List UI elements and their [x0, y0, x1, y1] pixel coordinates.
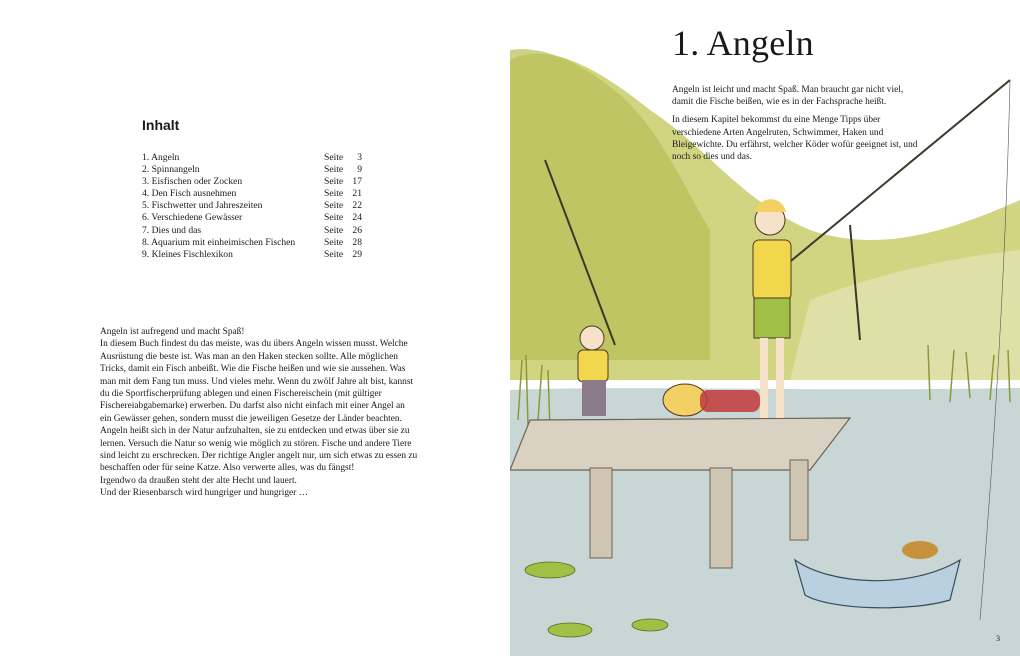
toc-entry-page: 26: [352, 224, 362, 236]
toc-entry-label: 1. Angeln: [142, 152, 180, 163]
toc-entry-seite: Seite: [324, 248, 344, 260]
toc-entry-page: 17: [352, 176, 362, 188]
toc-entry[interactable]: [142, 237, 362, 249]
toc-entry[interactable]: [142, 212, 362, 224]
intro-paragraph: In diesem Buch findest du das meiste, was du übers Angeln wissen musst. Welche Ausrüstung die beste ist. Was man an den Haken stecken sollte. Alle möglichen Tricks, damit ein Fisch anbeißt. Wie die Fische heißen und wie sie aussehen. Was man mit dem Fang tun muss. Und vieles mehr. Wenn du zwölf Jahre alt bist, kannst du die Sportfischerprüfung ablegen und einen Fischereischein (mit gültiger Fischereiabgabemarke) erwerben. Du darfst also nicht einfach mit einer Angel an ein Gewässer gehen, sondern musst die jeweiligen Gesetze der Länder beachten.: [100, 339, 414, 424]
toc-entry-page: 9: [357, 164, 362, 176]
intro-line: Irgendwo da draußen steht der alte Hecht und lauert.: [100, 475, 297, 486]
intro-line: Angeln ist aufregend und macht Spaß!: [100, 327, 245, 337]
chapter-intro: [672, 84, 924, 169]
table-of-contents: [142, 152, 362, 261]
toc-entry-seite: Seite: [324, 212, 344, 224]
toc-entry-label: 7. Dies und das: [142, 224, 202, 236]
toc-entry-label: 6. Verschiedene Gewässer: [142, 212, 243, 224]
toc-entry-page: 3: [357, 152, 362, 163]
toc-entry-page: 21: [352, 188, 362, 200]
toc-entry[interactable]: [142, 176, 362, 188]
right-page: [510, 0, 1020, 656]
toc-entry-page: 22: [352, 200, 362, 212]
toc-entry[interactable]: [142, 200, 362, 212]
toc-entry[interactable]: [142, 249, 362, 261]
toc-entry-seite: Seite: [324, 164, 344, 176]
toc-entry-seite: Seite: [324, 224, 344, 236]
chapter-title: 1. Angeln: [672, 23, 814, 63]
intro-text: [100, 326, 418, 500]
toc-entry-label: 2. Spinnangeln: [142, 164, 200, 176]
intro-line: Und der Riesenbarsch wird hungriger und hungriger …: [100, 488, 309, 499]
toc-entry-seite: Seite: [324, 152, 344, 163]
toc-entry-seite: Seite: [324, 200, 344, 212]
toc-entry-page: 24: [352, 212, 362, 224]
toc-entry-seite: Seite: [324, 188, 344, 200]
toc-entry-label: 4. Den Fisch ausnehmen: [142, 188, 237, 200]
toc-title: Inhalt: [142, 117, 180, 133]
child-figure: [578, 326, 608, 416]
toc-entry-page: 28: [352, 236, 362, 248]
toc-entry-label: 9. Kleines Fischlexikon: [142, 248, 233, 260]
toc-entry-seite: Seite: [324, 236, 344, 248]
toc-entry-label: 8. Aquarium mit einheimischen Fischen: [142, 236, 296, 248]
toc-entry-label: 5. Fischwetter und Jahreszeiten: [142, 200, 263, 212]
chapter-paragraph: In diesem Kapitel bekommst du eine Menge Tipps über verschiedene Arten Angelruten, Schwimmer, Haken und Bleigewichte. Du erfährst, welcher Köder wofür geeignet ist, und noch so dies und das.: [672, 115, 918, 163]
toc-entry[interactable]: [142, 188, 362, 200]
toc-entry[interactable]: [142, 152, 362, 164]
page-number: 3: [996, 634, 1000, 643]
intro-paragraph: Angeln heißt sich in der Natur aufzuhalten, sie zu entdecken und etwas über sie zu lernen. Versuch die Natur so wenig wie möglich zu stören. Fische und andere Tiere sind leicht zu erschrecken. Der richtige Angler angelt nur, um sich etwas zu essen zu beschaffen oder für seine Katze. Also verwerte alles, was du fängst!: [100, 426, 418, 474]
toc-entry-page: 29: [352, 248, 362, 260]
toc-entry[interactable]: [142, 164, 362, 176]
toc-entry-seite: Seite: [324, 176, 344, 188]
toc-entry-label: 3. Eisfischen oder Zocken: [142, 176, 243, 188]
toc-entry[interactable]: [142, 225, 362, 237]
chapter-paragraph: Angeln ist leicht und macht Spaß. Man braucht gar nicht viel, damit die Fische beißen, wie es in der Fachsprache heißt.: [672, 85, 904, 108]
